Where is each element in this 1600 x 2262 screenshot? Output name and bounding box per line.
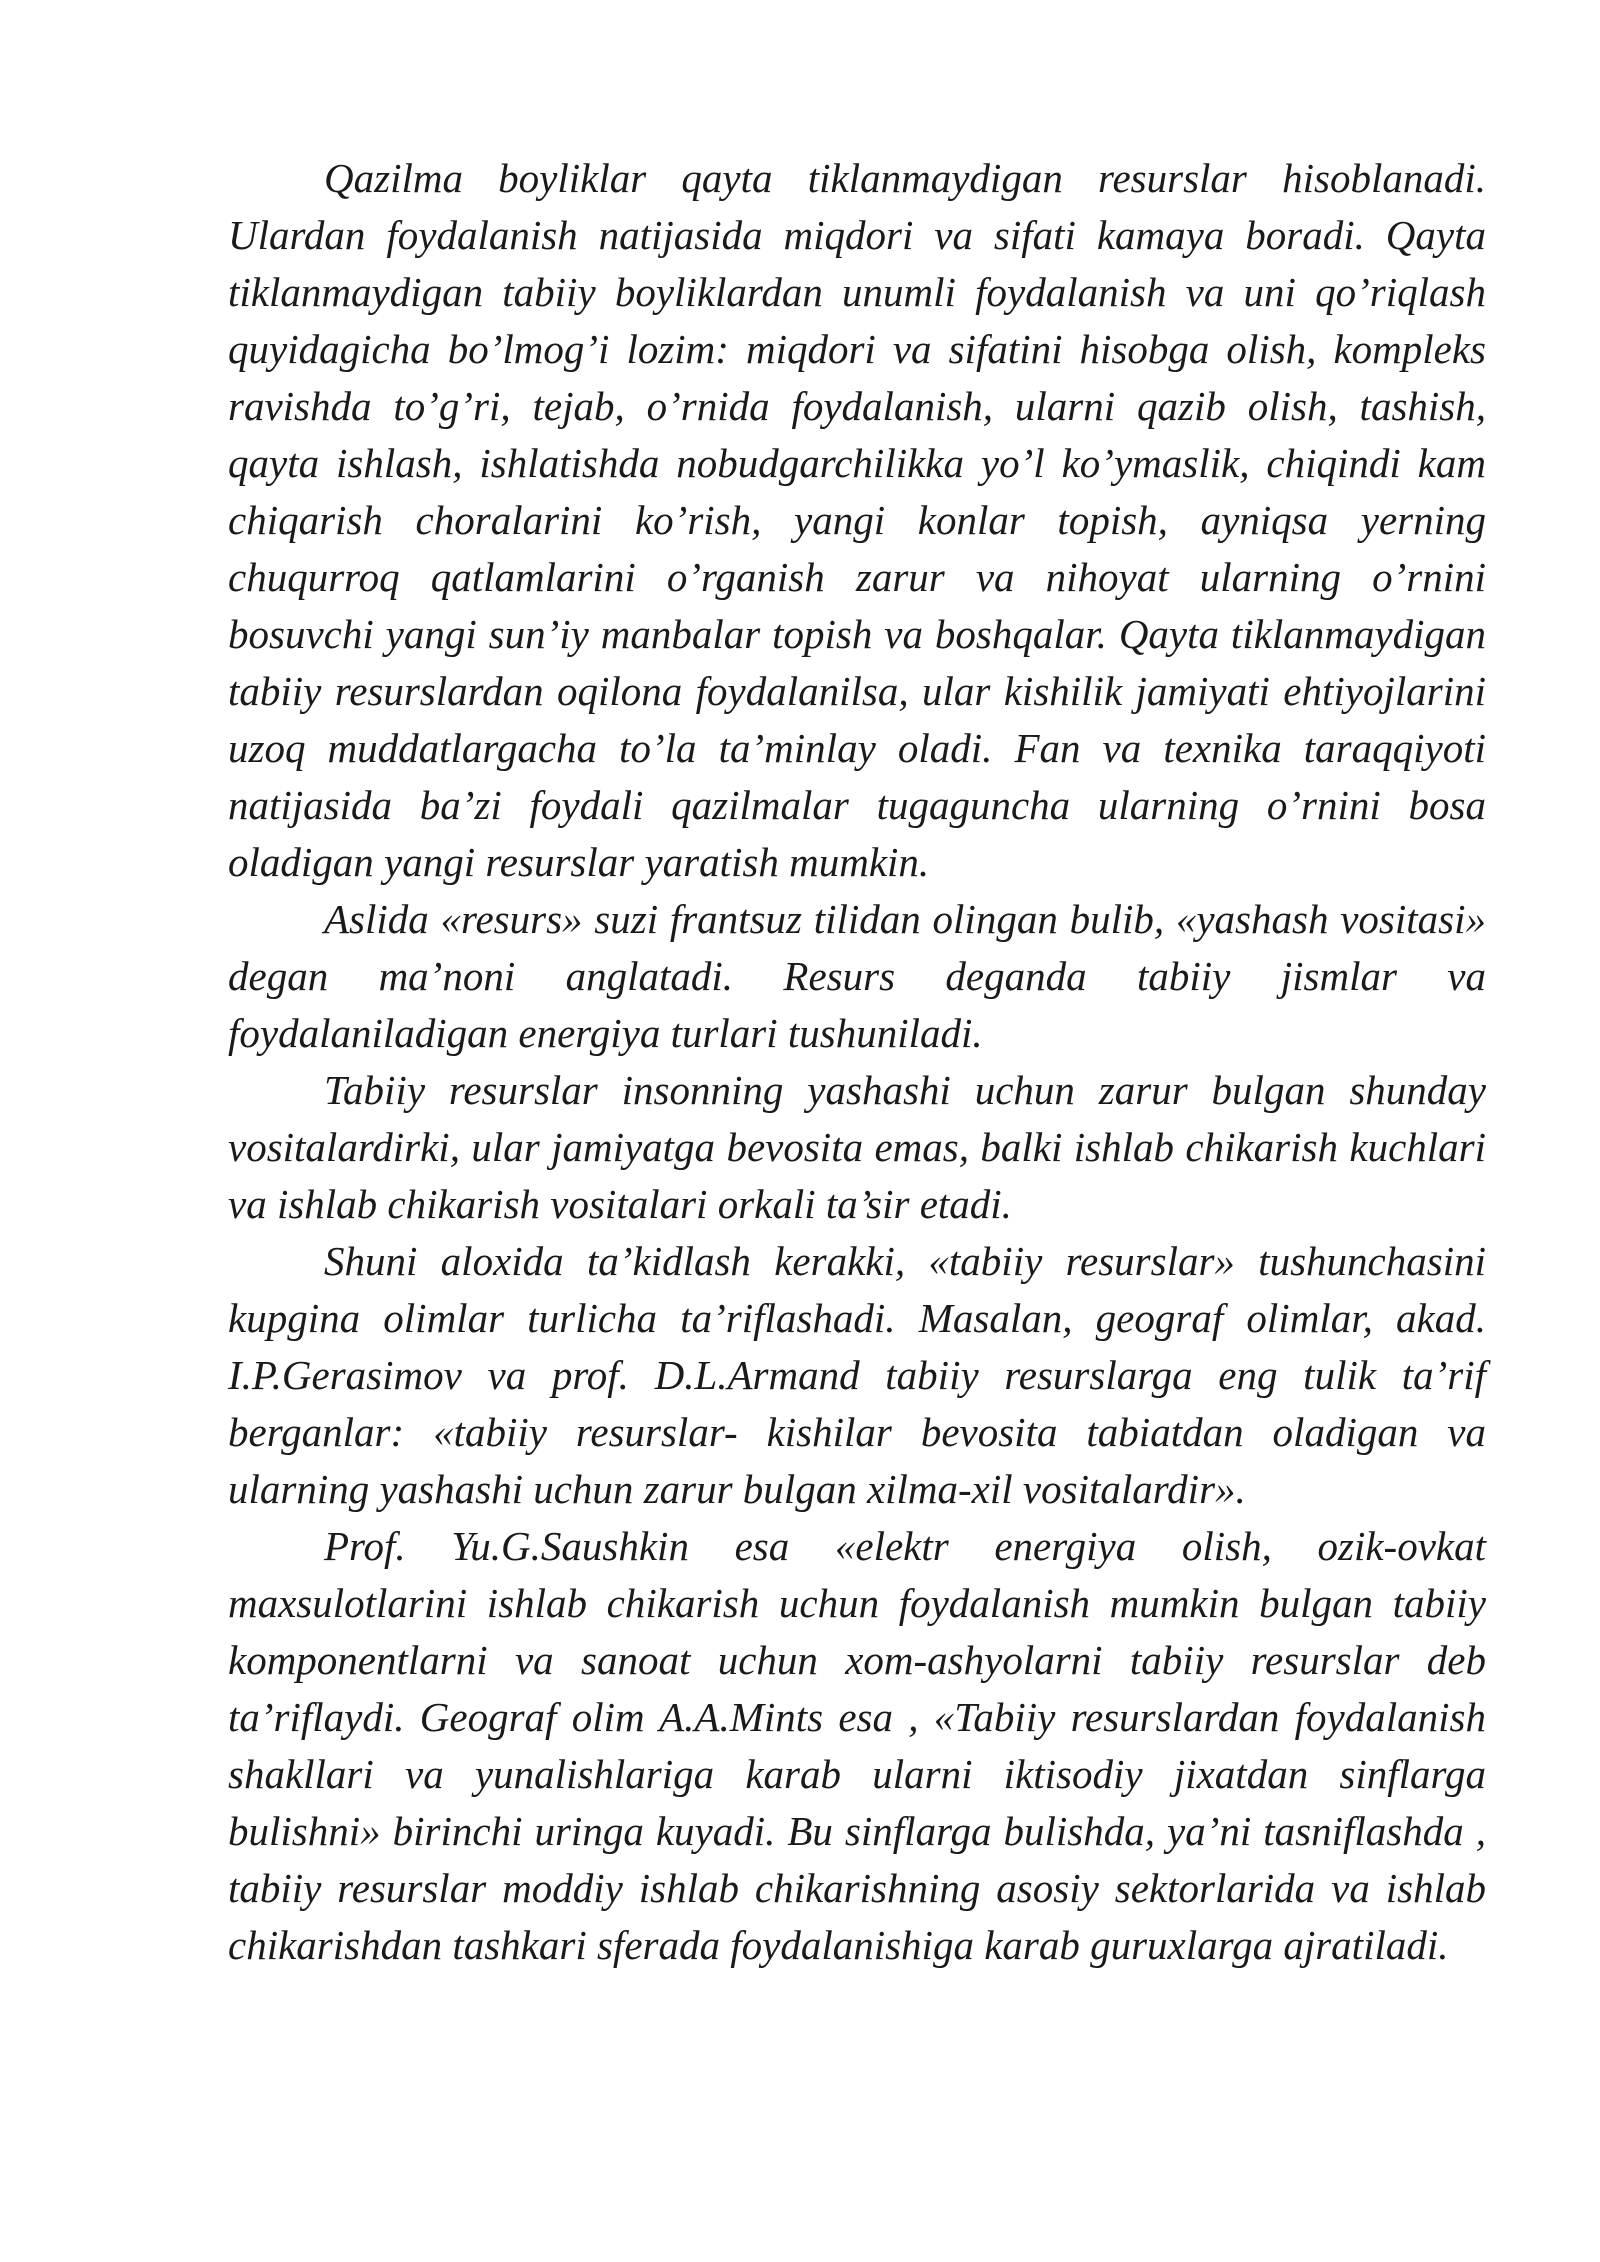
document-body <box>228 150 1486 1974</box>
paragraph-nonrenewable-resources: Qazilma boyliklar qayta tiklanmaydigan resurslar hisoblanadi. Ulardan foydalanish natijasida miqdori va sifati kamaya boradi. Qayta tiklanmaydigan tabiiy boyliklardan unumli foydalanish va uni qo’riqlash quyidagicha bo’lmog’i lozim: miqdori va sifatini hisobga olish, kompleks ravishda to’g’ri, tejab, o’rnida foydalanish, ularni qazib olish, tashish, qayta ishlash, ishlatishda nobudgarchilikka yo’l ko’ymaslik, chiqindi kam chiqarish choralarini ko’rish, yangi konlar topish, ayniqsa yerning chuqurroq qatlamlarini o’rganish zarur va nihoyat ularning o’rnini bosuvchi yangi sun’iy manbalar topish va boshqalar. Qayta tiklanmaydigan tabiiy resurslardan oqilona foydalanilsa, ular kishilik jamiyati ehtiyojlarini uzoq muddatlargacha to’la ta’minlay oladi. Fan va texnika taraqqiyoti natijasida ba’zi foydali qazilmalar tugaguncha ularning o’rnini bosa oladigan yangi resurslar yaratish mumkin. <box>228 155 1486 885</box>
paragraph-classification: Prof. Yu.G.Saushkin esa «elektr energiya olish, ozik-ovkat maxsulotlarini ishlab chikarish uchun foydalanish mumkin bulgan tabiiy komponentlarni va sanoat uchun xom-ashyolarni tabiiy resurslar deb ta’riflaydi. Geograf olim A.A.Mints esa , «Tabiiy resurslardan foydalanish shakllari va yunalishlariga karab ularni iktisodiy jixatdan sinflarga bulishni» birinchi uringa kuyadi. Bu sinflarga bulishda, ya’ni tasniflashda , tabiiy resurslar moddiy ishlab chikarishning asosiy sektorlarida va ishlab chikarishdan tashkari sferada foydalanishiga karab guruxlarga ajratiladi. <box>228 1523 1486 1968</box>
paragraph-resurs-etymology: Aslida «resurs» suzi frantsuz tilidan olingan bulib, «yashash vositasi» degan ma’noni anglatadi. Resurs deganda tabiiy jismlar va foydalaniladigan energiya turlari tushuniladi. <box>228 896 1486 1056</box>
paragraph-natural-resources-definition: Tabiiy resurslar insonning yashashi uchun zarur bulgan shunday vositalardirki, ular jamiyatga bevosita emas, balki ishlab chikarish kuchlari va ishlab chikarish vositalari orkali ta’sir etadi. <box>228 1067 1486 1227</box>
paragraph-scholars-definitions: Shuni aloxida ta’kidlash kerakki, «tabiiy resurslar» tushunchasini kupgina olimlar turlicha ta’riflashadi. Masalan, geograf olimlar, akad. I.P.Gerasimov va prof. D.L.Armand tabiiy resurslarga eng tulik ta’rif berganlar: «tabiiy resurslar- kishilar bevosita tabiatdan oladigan va ularning yashashi uchun zarur bulgan xilma-xil vositalardir». <box>228 1238 1486 1512</box>
